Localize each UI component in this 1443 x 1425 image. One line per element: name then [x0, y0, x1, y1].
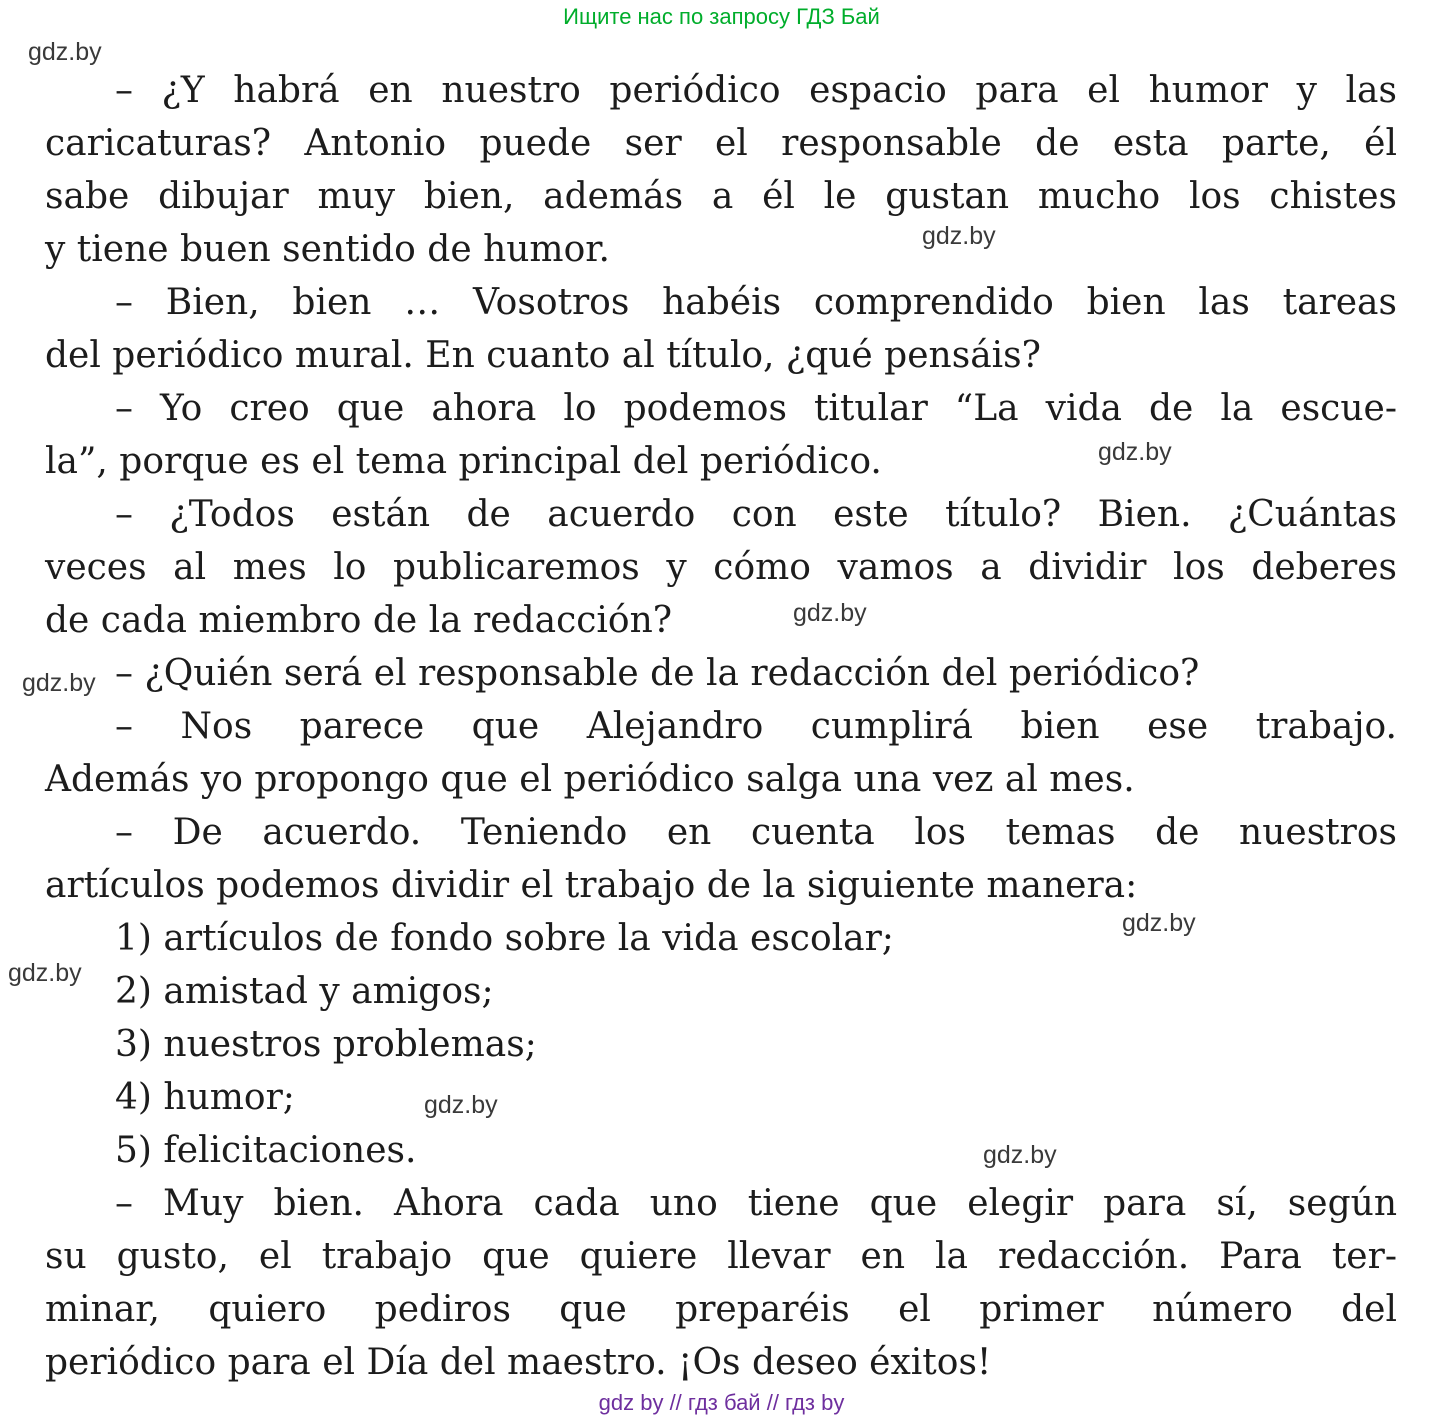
text-line: la”, porque es el tema principal del periódico.	[45, 441, 882, 482]
text-line: – Bien, bien … Vosotros habéis comprendido bien las tareas	[115, 282, 1397, 323]
gdz-watermark: gdz.by	[1098, 438, 1172, 466]
gdz-watermark: gdz.by	[22, 669, 96, 697]
text-line: veces al mes lo publicaremos y cómo vamos a dividir los deberes	[45, 547, 1397, 588]
text-line: Además yo propongo que el periódico salga una vez al mes.	[45, 759, 1135, 800]
text-line: – Yo creo que ahora lo podemos titular “La vida de la escue-	[115, 388, 1397, 429]
dialog-paragraph	[45, 488, 1397, 647]
text-line: del periódico mural. En cuanto al título, ¿qué pensáis?	[45, 335, 1041, 376]
gdz-watermark: gdz.by	[793, 599, 867, 627]
dialog-paragraph	[45, 64, 1397, 276]
list-item-line: 5) felicitaciones.	[115, 1130, 417, 1171]
text-line: – De acuerdo. Teniendo en cuenta los temas de nuestros	[115, 812, 1397, 853]
text-line: su gusto, el trabajo que quiere llevar en la redacción. Para ter-	[45, 1236, 1397, 1277]
list-paragraph	[45, 912, 1397, 1177]
text-line: sabe dibujar muy bien, además a él le gustan mucho los chistes	[45, 176, 1397, 217]
dialog-paragraph	[45, 382, 1397, 488]
promo-footer-text: gdz by // гдз бай // гдз by	[598, 1390, 845, 1415]
text-line: minar, quiero pediros que preparéis el primer número del	[45, 1289, 1397, 1330]
list-item-line: 3) nuestros problemas;	[115, 1024, 537, 1065]
list-item-line: 2) amistad y amigos;	[115, 971, 494, 1012]
dialog-paragraph	[45, 647, 1397, 700]
text-line: caricaturas? Antonio puede ser el responsable de esta parte, él	[45, 123, 1397, 164]
text-line: – Nos parece que Alejandro cumplirá bien ese trabajo.	[115, 706, 1397, 747]
gdz-watermark: gdz.by	[922, 222, 996, 250]
list-item-line: 1) artículos de fondo sobre la vida escolar;	[115, 918, 894, 959]
gdz-watermark: gdz.by	[1122, 909, 1196, 937]
dialog-paragraph	[45, 806, 1397, 912]
dialog-paragraph	[45, 1177, 1397, 1389]
gdz-watermark: gdz.by	[8, 959, 82, 987]
text-line: periódico para el Día del maestro. ¡Os deseo éxitos!	[45, 1342, 992, 1383]
text-line: – ¿Y habrá en nuestro periódico espacio para el humor y las	[115, 70, 1397, 111]
dialog-paragraph	[45, 700, 1397, 806]
document-body	[45, 64, 1397, 1389]
text-line: artículos podemos dividir el trabajo de la siguiente manera:	[45, 865, 1138, 906]
text-line: y tiene buen sentido de humor.	[45, 229, 610, 270]
promo-header-text: Ищите нас по запросу ГДЗ Бай	[563, 4, 880, 29]
dialog-paragraph	[45, 276, 1397, 382]
text-line: de cada miembro de la redacción?	[45, 600, 673, 641]
gdz-watermark: gdz.by	[424, 1091, 498, 1119]
gdz-watermark: gdz.by	[983, 1141, 1057, 1169]
list-item-line: 4) humor;	[115, 1077, 295, 1118]
text-line: – ¿Todos están de acuerdo con este título? Bien. ¿Cuántas	[115, 494, 1397, 535]
text-line: – ¿Quién será el responsable de la redacción del periódico?	[115, 653, 1200, 694]
gdz-watermark: gdz.by	[28, 38, 102, 66]
text-line: – Muy bien. Ahora cada uno tiene que elegir para sí, según	[115, 1183, 1397, 1224]
